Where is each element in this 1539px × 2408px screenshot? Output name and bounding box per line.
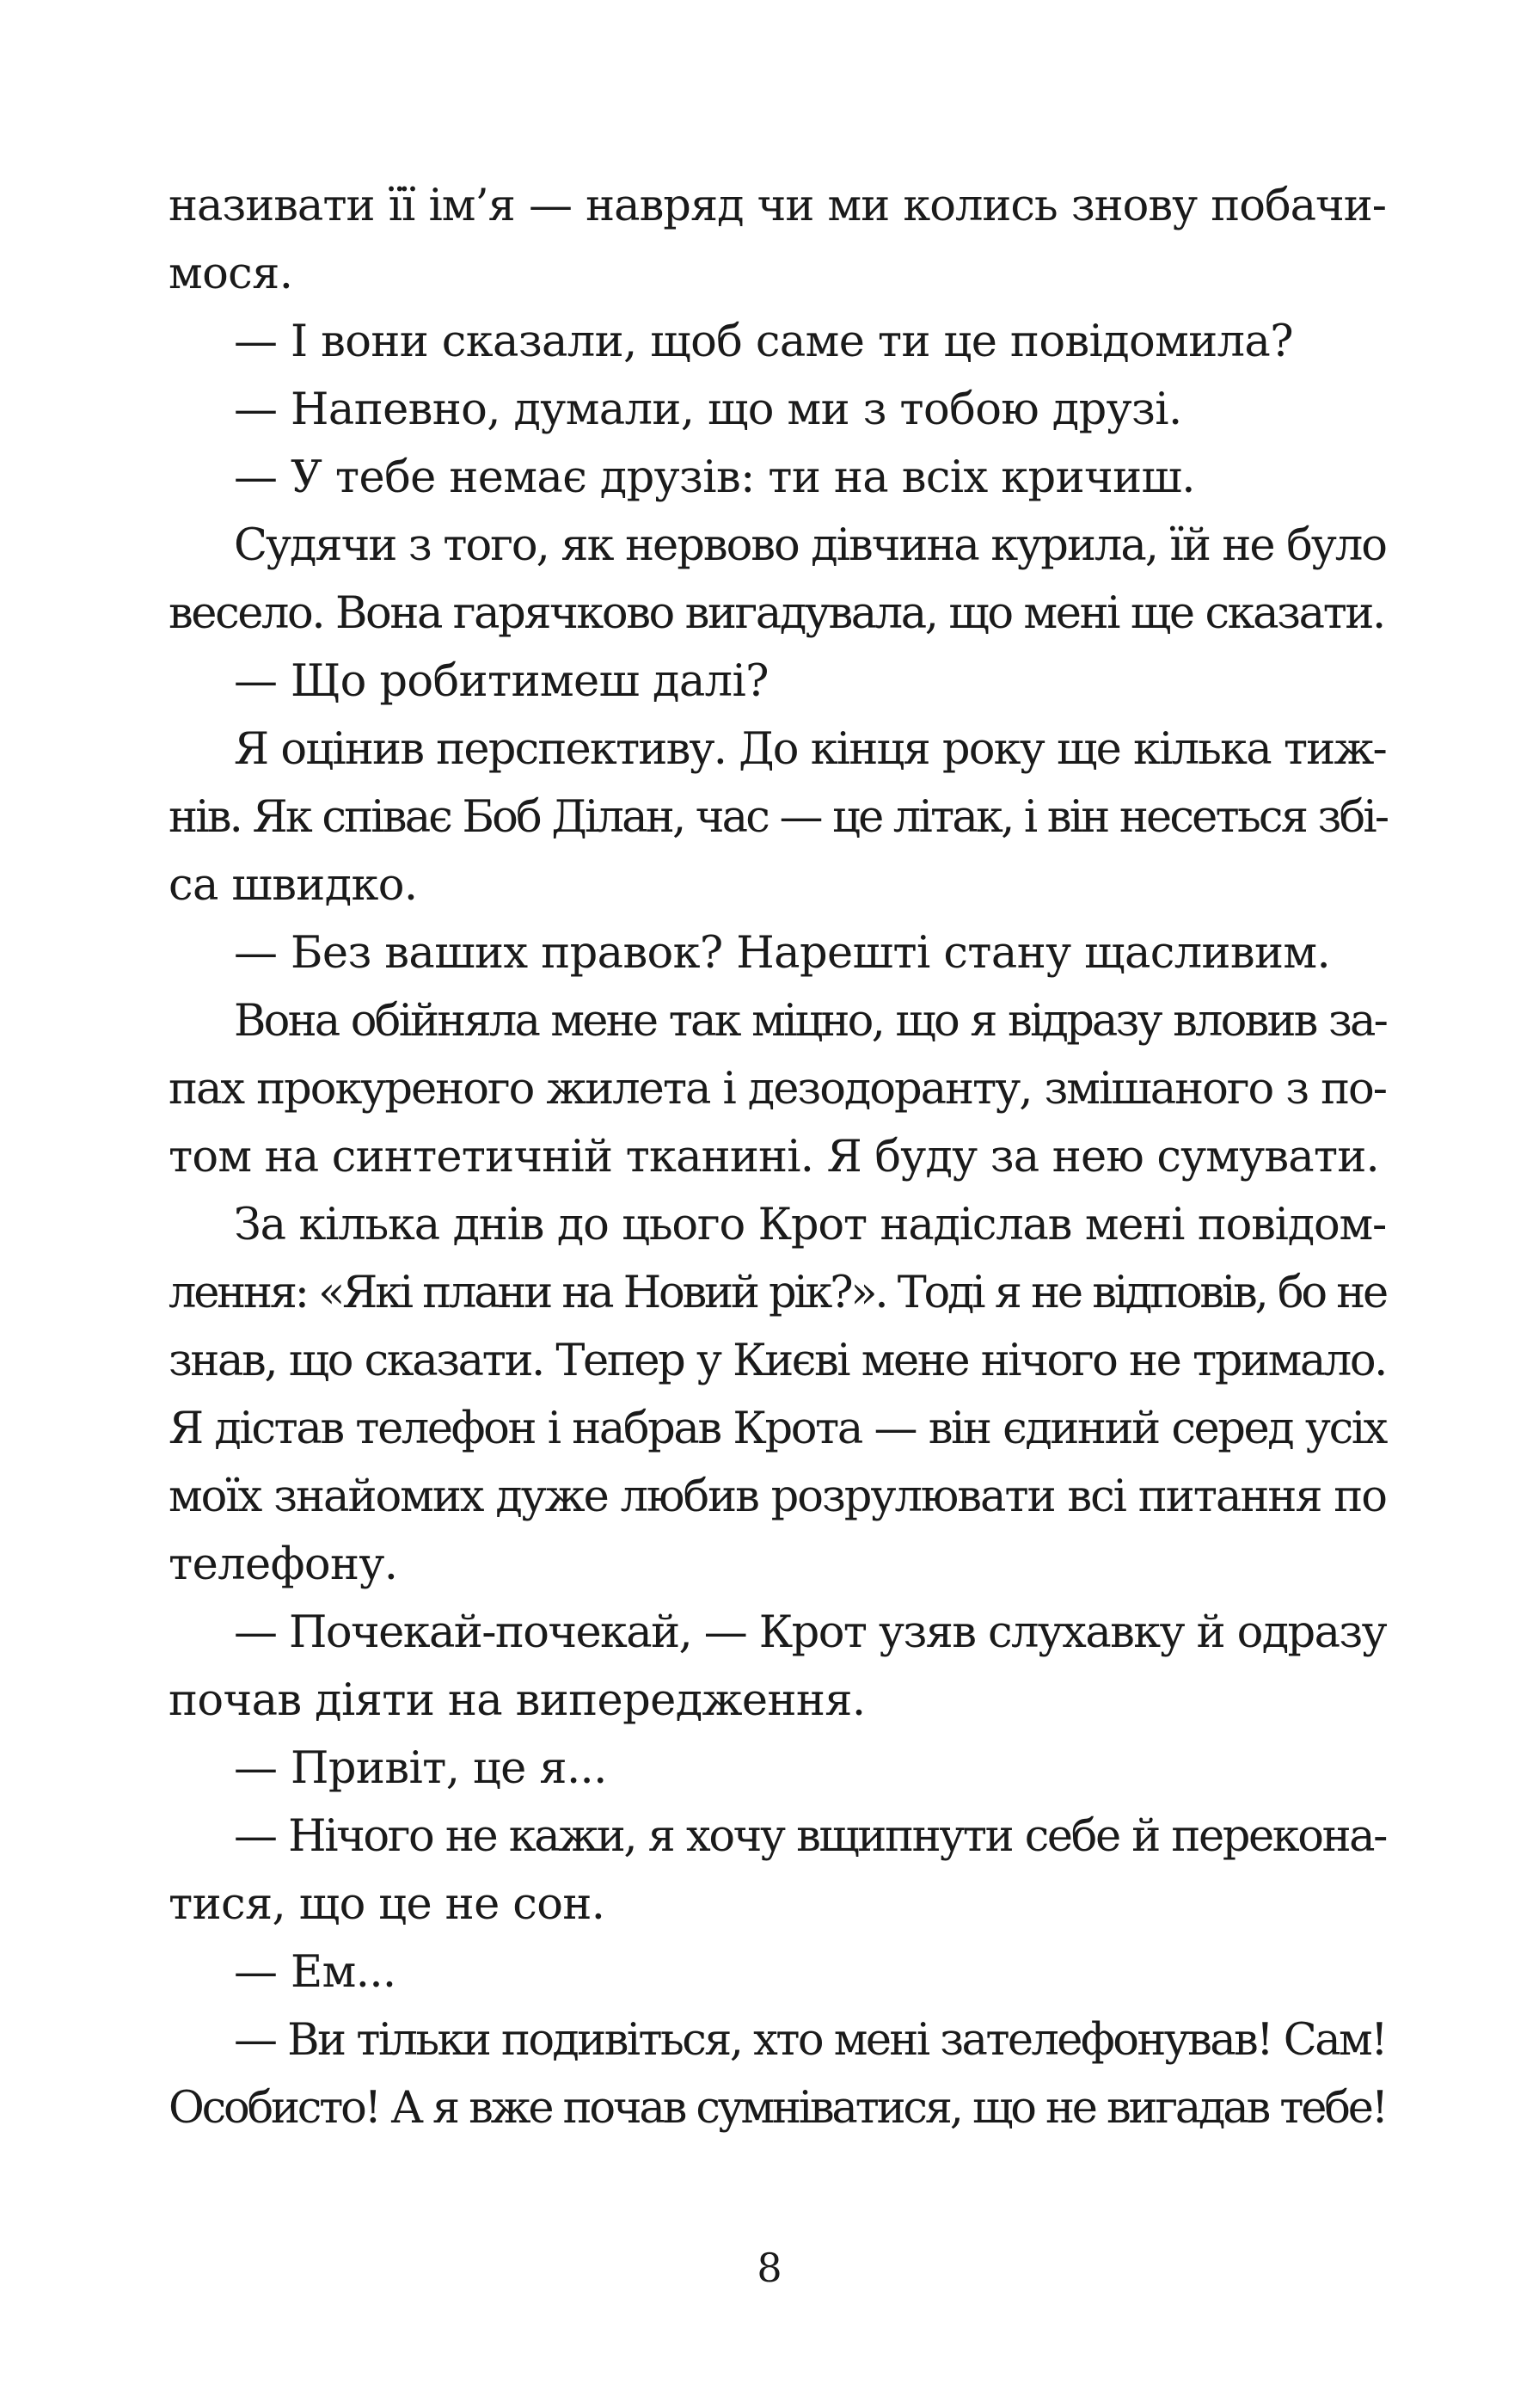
text-line: — Ви тільки подивіться, хто мені зателефонував! Сам! — [234, 2015, 1386, 2066]
text-line: том на синтетичній тканині. Я буду за нею сумувати. — [169, 1132, 1379, 1182]
text-line: нів. Як співає Боб Ділан, час — це літак, і він несеться збі- — [169, 792, 1388, 843]
page-number: 8 — [757, 2245, 782, 2291]
text-line: Я дістав телефон і набрав Крота — він єдиний серед усіх — [169, 1404, 1386, 1454]
text-line: — У тебе немає друзів: ти на всіх кричиш. — [234, 452, 1195, 503]
text-line: почав діяти на випередження. — [169, 1675, 866, 1726]
text-line: весело. Вона гарячково вигадувала, що мені ще сказати. — [169, 588, 1384, 639]
text-line: За кілька днів до цього Крот надіслав мені повідом- — [234, 1200, 1386, 1250]
text-line: Я оцінив перспективу. До кінця року ще кілька тиж- — [234, 724, 1386, 775]
text-line: — Напевно, думали, що ми з тобою друзі. — [234, 384, 1182, 435]
text-line: моїх знайомих дуже любив розрулювати всі питання по — [169, 1471, 1386, 1522]
text-line: — Без ваших правок? Нарешті стану щасливим. — [234, 928, 1331, 979]
text-line: — І вони сказали, щоб саме ти це повідомила? — [234, 316, 1293, 367]
text-line: називати її ім’я — навряд чи ми колись знову побачи- — [169, 181, 1386, 231]
text-line: знав, що сказати. Тепер у Києві мене нічого не тримало. — [169, 1336, 1386, 1386]
text-line: телефону. — [169, 1539, 398, 1590]
text-line: пах прокуреного жилета і дезодоранту, змішаного з по- — [169, 1064, 1386, 1115]
text-line: — Нічого не кажи, я хочу вщипнути себе й переконa- — [234, 1811, 1386, 1862]
text-line: — Що робитимеш далі? — [234, 656, 769, 707]
text-line: тися, що це не сон. — [169, 1879, 605, 1930]
text-line: лення: «Які плани на Новий рік?». Тоді я не відповів, бо не — [169, 1268, 1386, 1318]
text-line: мося. — [169, 249, 293, 299]
text-line: — Привіт, це я... — [234, 1743, 607, 1794]
text-line: — Ем... — [234, 1947, 396, 1998]
book-page-text — [169, 172, 1386, 2142]
text-line: Особисто! А я вже почав сумніватися, що не вигадав тебе! — [169, 2083, 1386, 2134]
text-line: Вона обійняла мене так міцно, що я відразу вловив за- — [234, 996, 1386, 1047]
text-line: са швидко. — [169, 860, 418, 911]
text-line: Судячи з того, як нервово дівчина курила, їй не було — [234, 520, 1386, 571]
text-line: — Почекай-почекай, — Крот узяв слухавку й одразу — [234, 1607, 1386, 1658]
